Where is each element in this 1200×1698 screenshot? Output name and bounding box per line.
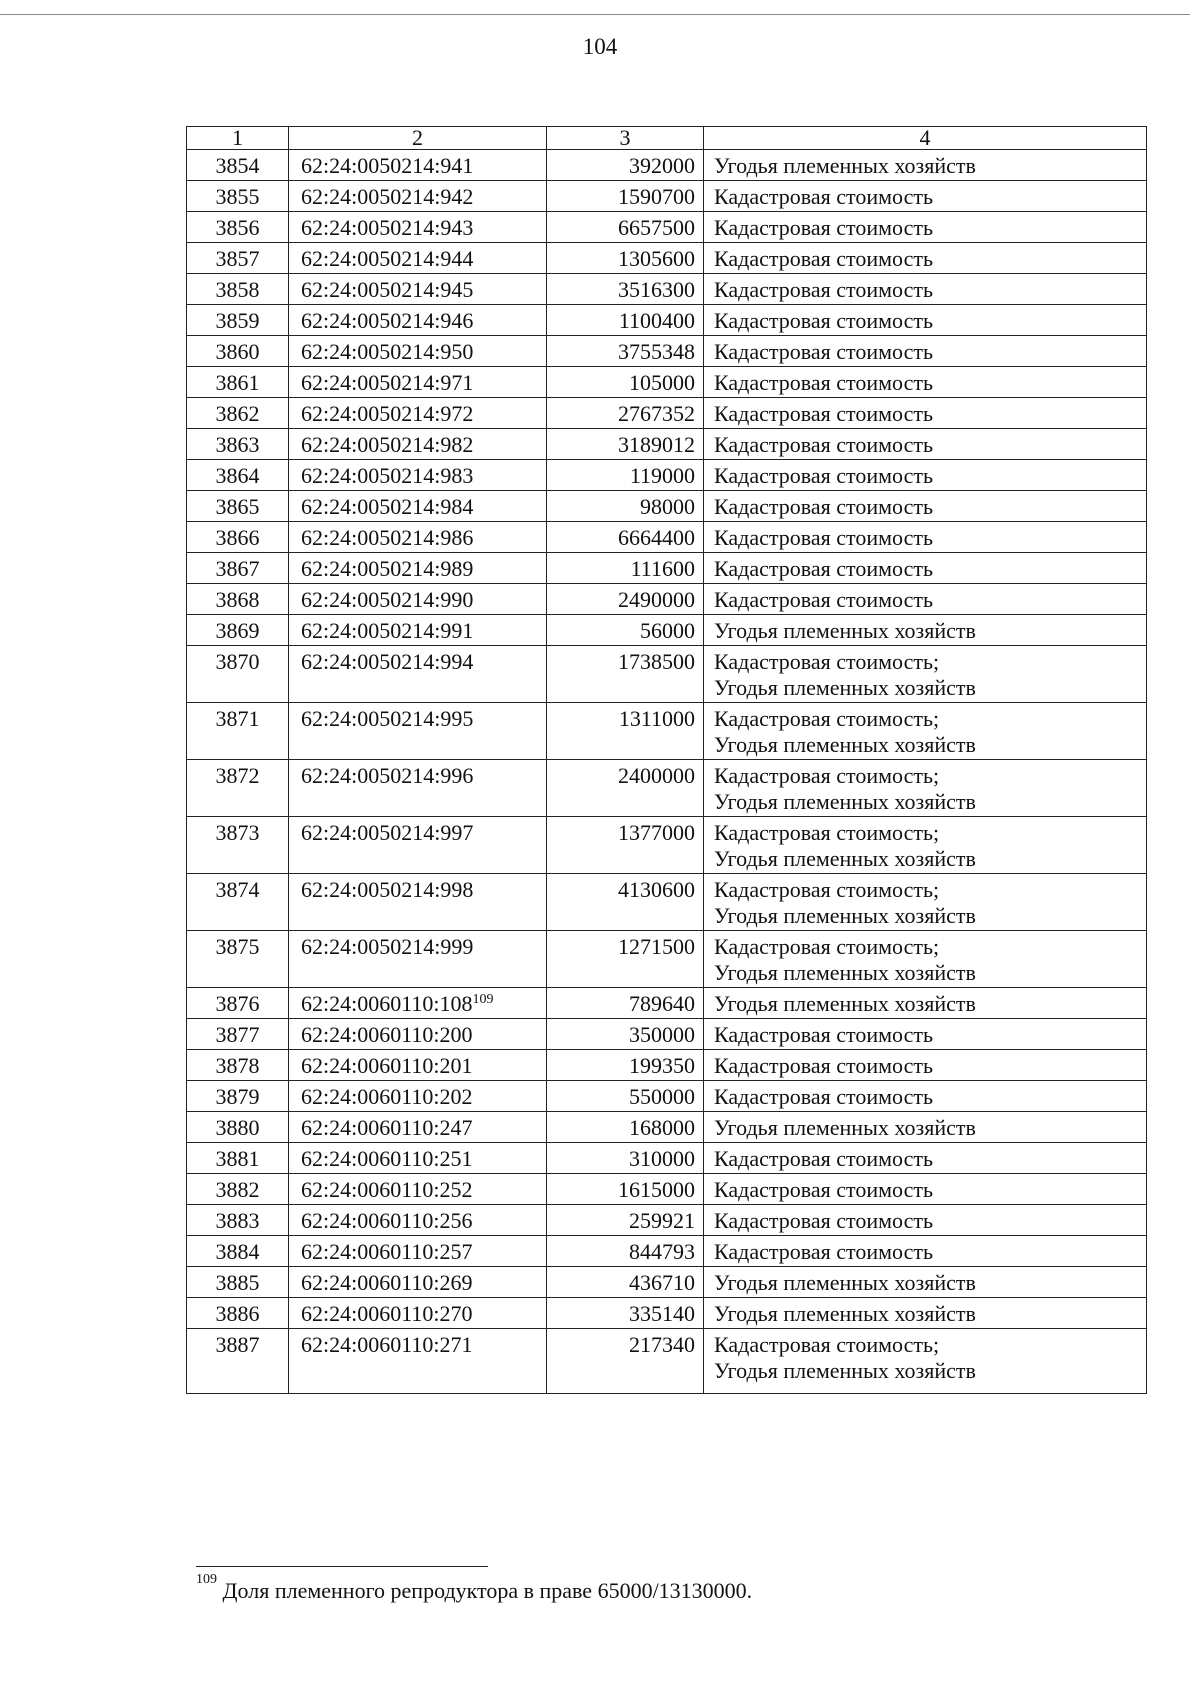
cadastral-value-cell: 3189012	[547, 429, 704, 460]
basis-line: Кадастровая стоимость;	[714, 649, 940, 674]
cadastral-value-cell: 217340	[547, 1329, 704, 1394]
cadastral-number-cell	[289, 336, 547, 367]
row-number-cell: 3867	[187, 553, 289, 584]
table-row	[187, 243, 1147, 274]
cadastral-value-cell: 550000	[547, 1081, 704, 1112]
cadastral-number-cell	[289, 1112, 547, 1143]
basis-line: Угодья племенных хозяйств	[714, 675, 976, 700]
cadastral-number: 62:24:0050214:996	[301, 763, 474, 788]
cadastral-number: 62:24:0060110:252	[301, 1177, 473, 1202]
row-number-cell: 3856	[187, 212, 289, 243]
basis-line: Кадастровая стоимость	[714, 184, 933, 209]
table-row	[187, 336, 1147, 367]
row-number-cell: 3877	[187, 1019, 289, 1050]
cadastral-number-cell	[289, 615, 547, 646]
table-row	[187, 1081, 1147, 1112]
row-number-cell: 3885	[187, 1267, 289, 1298]
footnote	[196, 1572, 753, 1604]
basis-cell	[704, 988, 1147, 1019]
basis-line: Угодья племенных хозяйств	[714, 789, 976, 814]
basis-line: Кадастровая стоимость	[714, 432, 933, 457]
basis-cell	[704, 874, 1147, 931]
row-number-cell: 3869	[187, 615, 289, 646]
basis-cell	[704, 1143, 1147, 1174]
cadastral-value-cell: 105000	[547, 367, 704, 398]
row-number-cell: 3858	[187, 274, 289, 305]
footnote-separator	[196, 1566, 488, 1567]
row-number-cell: 3875	[187, 931, 289, 988]
table-row	[187, 1112, 1147, 1143]
cadastral-number-cell	[289, 274, 547, 305]
table-row	[187, 1143, 1147, 1174]
cadastral-number: 62:24:0050214:946	[301, 308, 474, 333]
basis-line: Угодья племенных хозяйств	[714, 1358, 976, 1383]
cadastral-number-cell	[289, 212, 547, 243]
row-number-cell: 3864	[187, 460, 289, 491]
table-body	[187, 150, 1147, 1394]
row-number-cell: 3871	[187, 703, 289, 760]
cadastral-value-cell: 2490000	[547, 584, 704, 615]
cadastral-number: 62:24:0060110:108	[301, 991, 473, 1016]
cadastral-number-cell	[289, 988, 547, 1019]
cadastral-number: 62:24:0050214:999	[301, 934, 474, 959]
cadastral-value-cell: 392000	[547, 150, 704, 181]
basis-cell	[704, 817, 1147, 874]
table-row	[187, 584, 1147, 615]
basis-line: Кадастровая стоимость	[714, 1239, 933, 1264]
cadastral-value-cell: 2400000	[547, 760, 704, 817]
basis-line: Угодья племенных хозяйств	[714, 960, 976, 985]
basis-line: Кадастровая стоимость	[714, 339, 933, 364]
cadastral-number: 62:24:0050214:944	[301, 246, 474, 271]
table-row	[187, 460, 1147, 491]
footnote-marker: 109	[196, 1572, 217, 1587]
basis-line: Угодья племенных хозяйств	[714, 618, 976, 643]
basis-cell	[704, 1174, 1147, 1205]
cadastral-number-cell	[289, 305, 547, 336]
cadastral-number-cell	[289, 1236, 547, 1267]
cadastral-value-cell: 56000	[547, 615, 704, 646]
cadastral-value-cell: 168000	[547, 1112, 704, 1143]
cadastral-value-cell: 1590700	[547, 181, 704, 212]
cadastral-value-cell: 1100400	[547, 305, 704, 336]
cadastral-value-cell: 4130600	[547, 874, 704, 931]
cadastral-value-cell: 98000	[547, 491, 704, 522]
cadastral-number: 62:24:0060110:200	[301, 1022, 473, 1047]
basis-line: Кадастровая стоимость	[714, 277, 933, 302]
row-number-cell: 3870	[187, 646, 289, 703]
cadastral-value-cell: 1311000	[547, 703, 704, 760]
table-row	[187, 760, 1147, 817]
cadastral-number-cell	[289, 460, 547, 491]
cadastral-value-cell: 119000	[547, 460, 704, 491]
page-number: 104	[582, 34, 618, 59]
basis-line: Кадастровая стоимость;	[714, 934, 940, 959]
basis-line: Кадастровая стоимость	[714, 308, 933, 333]
cadastral-number-cell	[289, 398, 547, 429]
basis-cell	[704, 212, 1147, 243]
cadastral-number-cell	[289, 646, 547, 703]
table-row	[187, 274, 1147, 305]
cadastral-value-cell: 350000	[547, 1019, 704, 1050]
cadastral-number: 62:24:0060110:257	[301, 1239, 473, 1264]
table-row	[187, 305, 1147, 336]
cadastral-number-cell	[289, 1205, 547, 1236]
cadastral-number-cell	[289, 1143, 547, 1174]
cadastral-number: 62:24:0050214:995	[301, 706, 474, 731]
row-number-cell: 3878	[187, 1050, 289, 1081]
table-row	[187, 1174, 1147, 1205]
scan-edge-line	[0, 14, 1190, 15]
cadastral-number-cell	[289, 584, 547, 615]
cadastral-number: 62:24:0050214:945	[301, 277, 474, 302]
table-row	[187, 874, 1147, 931]
row-number-cell: 3863	[187, 429, 289, 460]
basis-line: Кадастровая стоимость	[714, 463, 933, 488]
cadastral-value-cell: 6657500	[547, 212, 704, 243]
table-row	[187, 367, 1147, 398]
land-register-table	[186, 126, 1147, 1394]
row-number-cell: 3886	[187, 1298, 289, 1329]
cadastral-value-cell: 1377000	[547, 817, 704, 874]
cadastral-number: 62:24:0060110:269	[301, 1270, 473, 1295]
basis-cell	[704, 584, 1147, 615]
row-number-cell: 3881	[187, 1143, 289, 1174]
cadastral-number-cell	[289, 243, 547, 274]
footnote-reference: 109	[472, 992, 494, 1007]
basis-cell	[704, 274, 1147, 305]
row-number-cell: 3884	[187, 1236, 289, 1267]
table-row	[187, 988, 1147, 1019]
row-number-cell: 3855	[187, 181, 289, 212]
basis-line: Кадастровая стоимость	[714, 525, 933, 550]
basis-cell	[704, 553, 1147, 584]
column-header-3: 3	[547, 127, 704, 150]
table-header-row	[187, 127, 1147, 150]
table-row	[187, 1205, 1147, 1236]
cadastral-number-cell	[289, 1081, 547, 1112]
table-row	[187, 817, 1147, 874]
cadastral-number-cell	[289, 931, 547, 988]
row-number-cell: 3860	[187, 336, 289, 367]
basis-cell	[704, 429, 1147, 460]
cadastral-number: 62:24:0050214:986	[301, 525, 474, 550]
basis-line: Кадастровая стоимость;	[714, 1332, 940, 1357]
cadastral-number-cell	[289, 760, 547, 817]
table-row	[187, 1050, 1147, 1081]
cadastral-number-cell	[289, 150, 547, 181]
basis-cell	[704, 305, 1147, 336]
row-number-cell: 3883	[187, 1205, 289, 1236]
row-number-cell: 3862	[187, 398, 289, 429]
row-number-cell: 3873	[187, 817, 289, 874]
basis-line: Угодья племенных хозяйств	[714, 903, 976, 928]
basis-line: Кадастровая стоимость;	[714, 706, 940, 731]
cadastral-value-cell: 844793	[547, 1236, 704, 1267]
basis-cell	[704, 491, 1147, 522]
cadastral-number: 62:24:0060110:201	[301, 1053, 473, 1078]
basis-cell	[704, 615, 1147, 646]
cadastral-value-cell: 259921	[547, 1205, 704, 1236]
basis-line: Кадастровая стоимость	[714, 494, 933, 519]
row-number-cell: 3879	[187, 1081, 289, 1112]
basis-line: Кадастровая стоимость	[714, 1146, 933, 1171]
basis-line: Кадастровая стоимость	[714, 370, 933, 395]
cadastral-value-cell: 6664400	[547, 522, 704, 553]
row-number-cell: 3876	[187, 988, 289, 1019]
basis-line: Кадастровая стоимость;	[714, 763, 940, 788]
cadastral-number: 62:24:0050214:950	[301, 339, 474, 364]
basis-cell	[704, 367, 1147, 398]
basis-line: Кадастровая стоимость	[714, 1084, 933, 1109]
row-number-cell: 3859	[187, 305, 289, 336]
row-number-cell: 3882	[187, 1174, 289, 1205]
basis-cell	[704, 150, 1147, 181]
basis-cell	[704, 1329, 1147, 1394]
table-row	[187, 1298, 1147, 1329]
basis-cell	[704, 522, 1147, 553]
cadastral-number: 62:24:0050214:941	[301, 153, 474, 178]
cadastral-number: 62:24:0050214:971	[301, 370, 474, 395]
table-row	[187, 522, 1147, 553]
basis-cell	[704, 243, 1147, 274]
cadastral-number: 62:24:0050214:972	[301, 401, 474, 426]
table-row	[187, 212, 1147, 243]
cadastral-value-cell: 335140	[547, 1298, 704, 1329]
column-header-2: 2	[289, 127, 547, 150]
basis-line: Угодья племенных хозяйств	[714, 991, 976, 1016]
basis-line: Кадастровая стоимость	[714, 215, 933, 240]
table-row	[187, 181, 1147, 212]
cadastral-value-cell: 3516300	[547, 274, 704, 305]
cadastral-value-cell: 789640	[547, 988, 704, 1019]
row-number-cell: 3866	[187, 522, 289, 553]
basis-line: Кадастровая стоимость;	[714, 877, 940, 902]
basis-line: Кадастровая стоимость	[714, 1208, 933, 1233]
cadastral-number-cell	[289, 703, 547, 760]
cadastral-number: 62:24:0050214:943	[301, 215, 474, 240]
cadastral-value-cell: 1271500	[547, 931, 704, 988]
cadastral-value-cell: 3755348	[547, 336, 704, 367]
table-row	[187, 429, 1147, 460]
cadastral-number: 62:24:0060110:270	[301, 1301, 473, 1326]
cadastral-number: 62:24:0050214:997	[301, 820, 474, 845]
cadastral-number: 62:24:0050214:989	[301, 556, 474, 581]
cadastral-number-cell	[289, 1298, 547, 1329]
cadastral-value-cell: 1738500	[547, 646, 704, 703]
cadastral-number-cell	[289, 817, 547, 874]
basis-cell	[704, 703, 1147, 760]
cadastral-number: 62:24:0050214:983	[301, 463, 474, 488]
basis-cell	[704, 760, 1147, 817]
cadastral-number: 62:24:0050214:998	[301, 877, 474, 902]
cadastral-number-cell	[289, 367, 547, 398]
cadastral-number-cell	[289, 1267, 547, 1298]
cadastral-number: 62:24:0050214:990	[301, 587, 474, 612]
basis-line: Угодья племенных хозяйств	[714, 1115, 976, 1140]
basis-cell	[704, 646, 1147, 703]
row-number-cell: 3874	[187, 874, 289, 931]
cadastral-value-cell: 1305600	[547, 243, 704, 274]
basis-line: Кадастровая стоимость	[714, 1022, 933, 1047]
table-row	[187, 398, 1147, 429]
cadastral-number-cell	[289, 1174, 547, 1205]
cadastral-number-cell	[289, 553, 547, 584]
row-number-cell: 3880	[187, 1112, 289, 1143]
basis-cell	[704, 931, 1147, 988]
basis-cell	[704, 1112, 1147, 1143]
basis-line: Кадастровая стоимость;	[714, 820, 940, 845]
table-row	[187, 1329, 1147, 1394]
cadastral-value-cell: 199350	[547, 1050, 704, 1081]
basis-line: Угодья племенных хозяйств	[714, 1301, 976, 1326]
column-header-4: 4	[704, 127, 1147, 150]
cadastral-number-cell	[289, 1019, 547, 1050]
basis-cell	[704, 336, 1147, 367]
footnote-text: Доля племенного репродуктора в праве 65000/13130000.	[222, 1578, 753, 1603]
row-number-cell: 3868	[187, 584, 289, 615]
row-number-cell: 3854	[187, 150, 289, 181]
cadastral-number-cell	[289, 491, 547, 522]
table-row	[187, 553, 1147, 584]
table-row	[187, 1019, 1147, 1050]
basis-cell	[704, 181, 1147, 212]
basis-cell	[704, 1019, 1147, 1050]
cadastral-number-cell	[289, 874, 547, 931]
basis-cell	[704, 1081, 1147, 1112]
table-row	[187, 646, 1147, 703]
cadastral-number: 62:24:0050214:942	[301, 184, 474, 209]
basis-cell	[704, 1267, 1147, 1298]
row-number-cell: 3857	[187, 243, 289, 274]
row-number-cell: 3872	[187, 760, 289, 817]
table-row	[187, 615, 1147, 646]
cadastral-number: 62:24:0060110:271	[301, 1332, 473, 1357]
basis-line: Кадастровая стоимость	[714, 556, 933, 581]
row-number-cell: 3861	[187, 367, 289, 398]
row-number-cell: 3887	[187, 1329, 289, 1394]
cadastral-value-cell: 2767352	[547, 398, 704, 429]
basis-line: Кадастровая стоимость	[714, 246, 933, 271]
basis-line: Угодья племенных хозяйств	[714, 153, 976, 178]
table-row	[187, 931, 1147, 988]
cadastral-number-cell	[289, 1329, 547, 1394]
basis-line: Угодья племенных хозяйств	[714, 846, 976, 871]
cadastral-number: 62:24:0050214:984	[301, 494, 474, 519]
table-row	[187, 1236, 1147, 1267]
basis-cell	[704, 1236, 1147, 1267]
row-number-cell: 3865	[187, 491, 289, 522]
table-row	[187, 703, 1147, 760]
cadastral-number: 62:24:0050214:991	[301, 618, 474, 643]
basis-cell	[704, 460, 1147, 491]
basis-cell	[704, 1205, 1147, 1236]
basis-cell	[704, 398, 1147, 429]
cadastral-number: 62:24:0050214:982	[301, 432, 474, 457]
cadastral-number: 62:24:0060110:202	[301, 1084, 473, 1109]
cadastral-value-cell: 436710	[547, 1267, 704, 1298]
table-row	[187, 1267, 1147, 1298]
cadastral-number: 62:24:0060110:251	[301, 1146, 473, 1171]
cadastral-value-cell: 111600	[547, 553, 704, 584]
column-header-1: 1	[187, 127, 289, 150]
cadastral-number: 62:24:0060110:247	[301, 1115, 473, 1140]
basis-line: Угодья племенных хозяйств	[714, 732, 976, 757]
basis-line: Угодья племенных хозяйств	[714, 1270, 976, 1295]
cadastral-number-cell	[289, 181, 547, 212]
table-row	[187, 150, 1147, 181]
basis-line: Кадастровая стоимость	[714, 401, 933, 426]
cadastral-number-cell	[289, 522, 547, 553]
cadastral-value-cell: 1615000	[547, 1174, 704, 1205]
cadastral-number: 62:24:0050214:994	[301, 649, 474, 674]
cadastral-number-cell	[289, 1050, 547, 1081]
basis-line: Кадастровая стоимость	[714, 1053, 933, 1078]
basis-cell	[704, 1298, 1147, 1329]
cadastral-number-cell	[289, 429, 547, 460]
cadastral-number: 62:24:0060110:256	[301, 1208, 473, 1233]
basis-line: Кадастровая стоимость	[714, 1177, 933, 1202]
basis-cell	[704, 1050, 1147, 1081]
basis-line: Кадастровая стоимость	[714, 587, 933, 612]
table-row	[187, 491, 1147, 522]
cadastral-value-cell: 310000	[547, 1143, 704, 1174]
